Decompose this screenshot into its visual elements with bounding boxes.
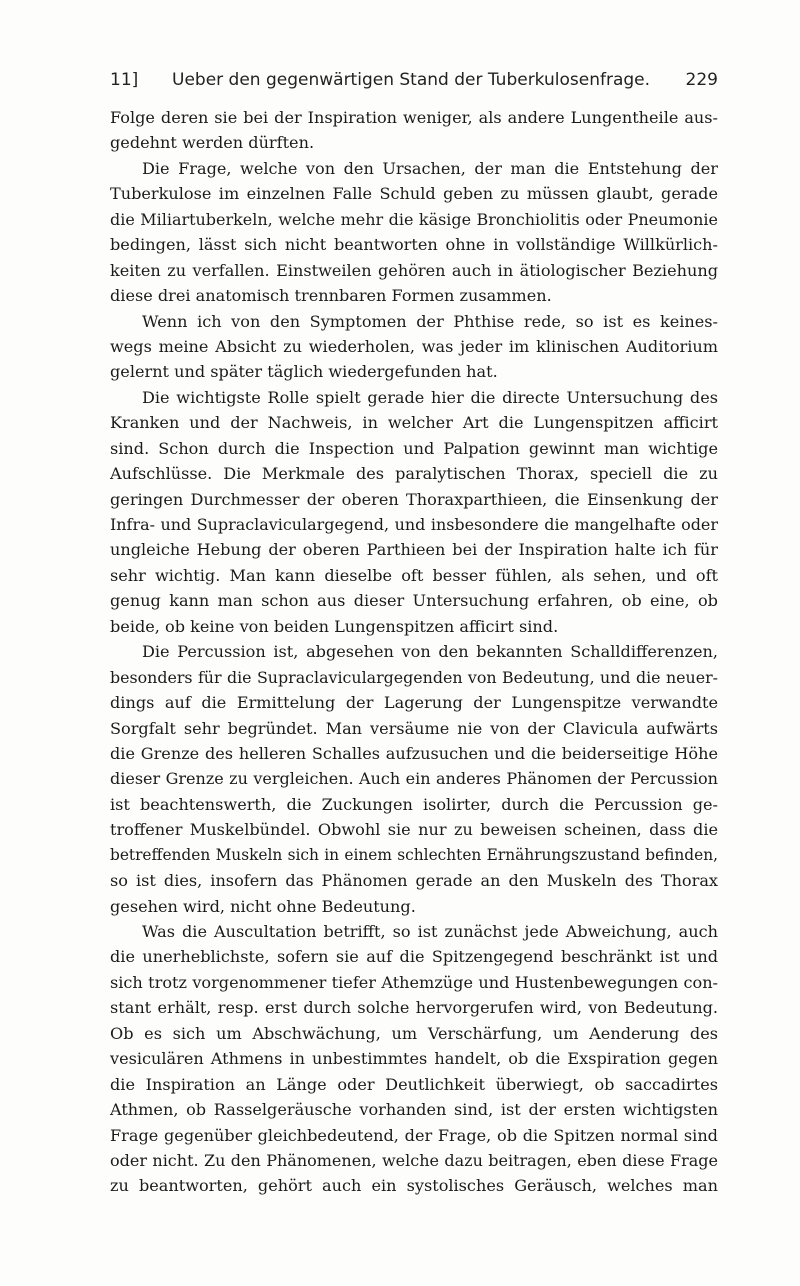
- text-line: Frage gegenüber gleichbedeutend, der Frage, ob die Spitzen normal sind: [110, 1125, 718, 1145]
- text-line: Was die Auscultation betrifft, so ist zunächst jede Abweichung, auch: [142, 922, 718, 941]
- text-line: Ob es sich um Abschwächung, um Verschärfung, um Aenderung des: [110, 1023, 718, 1043]
- chapter-number: 11]: [110, 70, 139, 90]
- text-line: besonders für die Supraclaviculargegenden von Bedeutung, und die neuer-: [110, 667, 718, 687]
- text-line: sehr wichtig. Man kann dieselbe oft besser fühlen, als sehen, und oft: [110, 565, 718, 585]
- text-line: Folge deren sie bei der Inspiration weniger, als andere Lungentheile aus-: [110, 108, 718, 127]
- text-line: betreffenden Muskeln sich in einem schlechten Ernährungszustand befinden,: [110, 845, 718, 864]
- text-line: Athmen, ob Rasselgeräusche vorhanden sind, ist der ersten wichtigsten: [110, 1100, 718, 1120]
- text-line: Die Percussion ist, abgesehen von den bekannten Schalldifferenzen,: [142, 642, 718, 662]
- text-line: Kranken und der Nachweis, in welcher Art die Lungenspitzen afficirt: [110, 413, 718, 433]
- text-line: Die wichtigste Rolle spielt gerade hier die directe Untersuchung des: [142, 387, 718, 407]
- text-line: sind. Schon durch die Inspection und Palpation gewinnt man wichtige: [110, 438, 718, 458]
- text-line: keiten zu verfallen. Einstweilen gehören auch in ätiologischer Beziehung: [110, 260, 718, 280]
- body-text: [110, 105, 718, 1199]
- text-line: genug kann man schon aus dieser Untersuchung erfahren, ob eine, ob: [110, 591, 718, 611]
- page-number: 229: [685, 70, 718, 90]
- text-line: bedingen, lässt sich nicht beantworten ohne in vollständige Willkürlich-: [110, 235, 718, 255]
- text-line: stant erhält, resp. erst durch solche hervorgerufen wird, von Bedeutung.: [110, 998, 718, 1018]
- text-line: geringen Durchmesser der oberen Thoraxparthieen, die Einsenkung der: [110, 489, 718, 509]
- text-line: sich trotz vorgenommener tiefer Athemzüge und Hustenbewegungen con-: [110, 972, 718, 992]
- text-line: dings auf die Ermittelung der Lagerung der Lungenspitze verwandte: [110, 693, 718, 713]
- text-line: ungleiche Hebung der oberen Parthieen bei der Inspiration halte ich für: [110, 540, 718, 560]
- text-line: Sorgfalt sehr begründet. Man versäume nie von der Clavicula aufwärts: [110, 718, 718, 738]
- text-line: beide, ob keine von beiden Lungenspitzen afficirt sind.: [110, 616, 559, 636]
- text-line: vesiculären Athmens in unbestimmtes handelt, ob die Exspiration gegen: [110, 1049, 718, 1069]
- text-line: die Grenze des helleren Schalles aufzusuchen und die beiderseitige Höhe: [110, 743, 718, 763]
- text-line: wegs meine Absicht zu wiederholen, was jeder im klinischen Auditorium: [110, 336, 718, 356]
- text-line: die unerheblichste, sofern sie auf die Spitzengegend beschränkt ist und: [110, 947, 718, 967]
- text-line: gedehnt werden dürften.: [110, 133, 315, 153]
- text-line: dieser Grenze zu vergleichen. Auch ein anderes Phänomen der Percussion: [110, 769, 718, 789]
- text-line: diese drei anatomisch trennbaren Formen zusammen.: [110, 286, 552, 306]
- running-header: [110, 70, 718, 96]
- text-line: troffener Muskelbündel. Obwohl sie nur zu beweisen scheinen, dass die: [110, 820, 718, 840]
- text-line: gelernt und später täglich wiedergefunden hat.: [110, 362, 498, 382]
- text-line: Tuberkulose im einzelnen Falle Schuld geben zu müssen glaubt, gerade: [110, 184, 718, 204]
- text-line: die Inspiration an Länge oder Deutlichkeit überwiegt, ob saccadirtes: [110, 1074, 718, 1094]
- text-line: Die Frage, welche von den Ursachen, der man die Entstehung der: [142, 158, 718, 178]
- text-line: Infra- und Supraclaviculargegend, und insbesondere die mangelhafte oder: [110, 515, 718, 534]
- text-line: zu beantworten, gehört auch ein systolisches Geräusch, welches man: [110, 1176, 718, 1196]
- text-line: Wenn ich von den Symptomen der Phthise rede, so ist es keines-: [142, 311, 718, 331]
- text-line: so ist dies, insofern das Phänomen gerade an den Muskeln des Thorax: [110, 871, 718, 891]
- text-line: gesehen wird, nicht ohne Bedeutung.: [110, 896, 416, 916]
- running-title: Ueber den gegenwärtigen Stand der Tuberkulosenfrage.: [172, 70, 651, 90]
- text-line: Aufschlüsse. Die Merkmale des paralytischen Thorax, speciell die zu: [110, 464, 718, 484]
- text-line: die Miliartuberkeln, welche mehr die käsige Bronchiolitis oder Pneumonie: [110, 209, 718, 229]
- text-line: ist beachtenswerth, die Zuckungen isolirter, durch die Percussion ge-: [110, 794, 718, 814]
- text-line: oder nicht. Zu den Phänomenen, welche dazu beitragen, eben diese Frage: [110, 1150, 718, 1170]
